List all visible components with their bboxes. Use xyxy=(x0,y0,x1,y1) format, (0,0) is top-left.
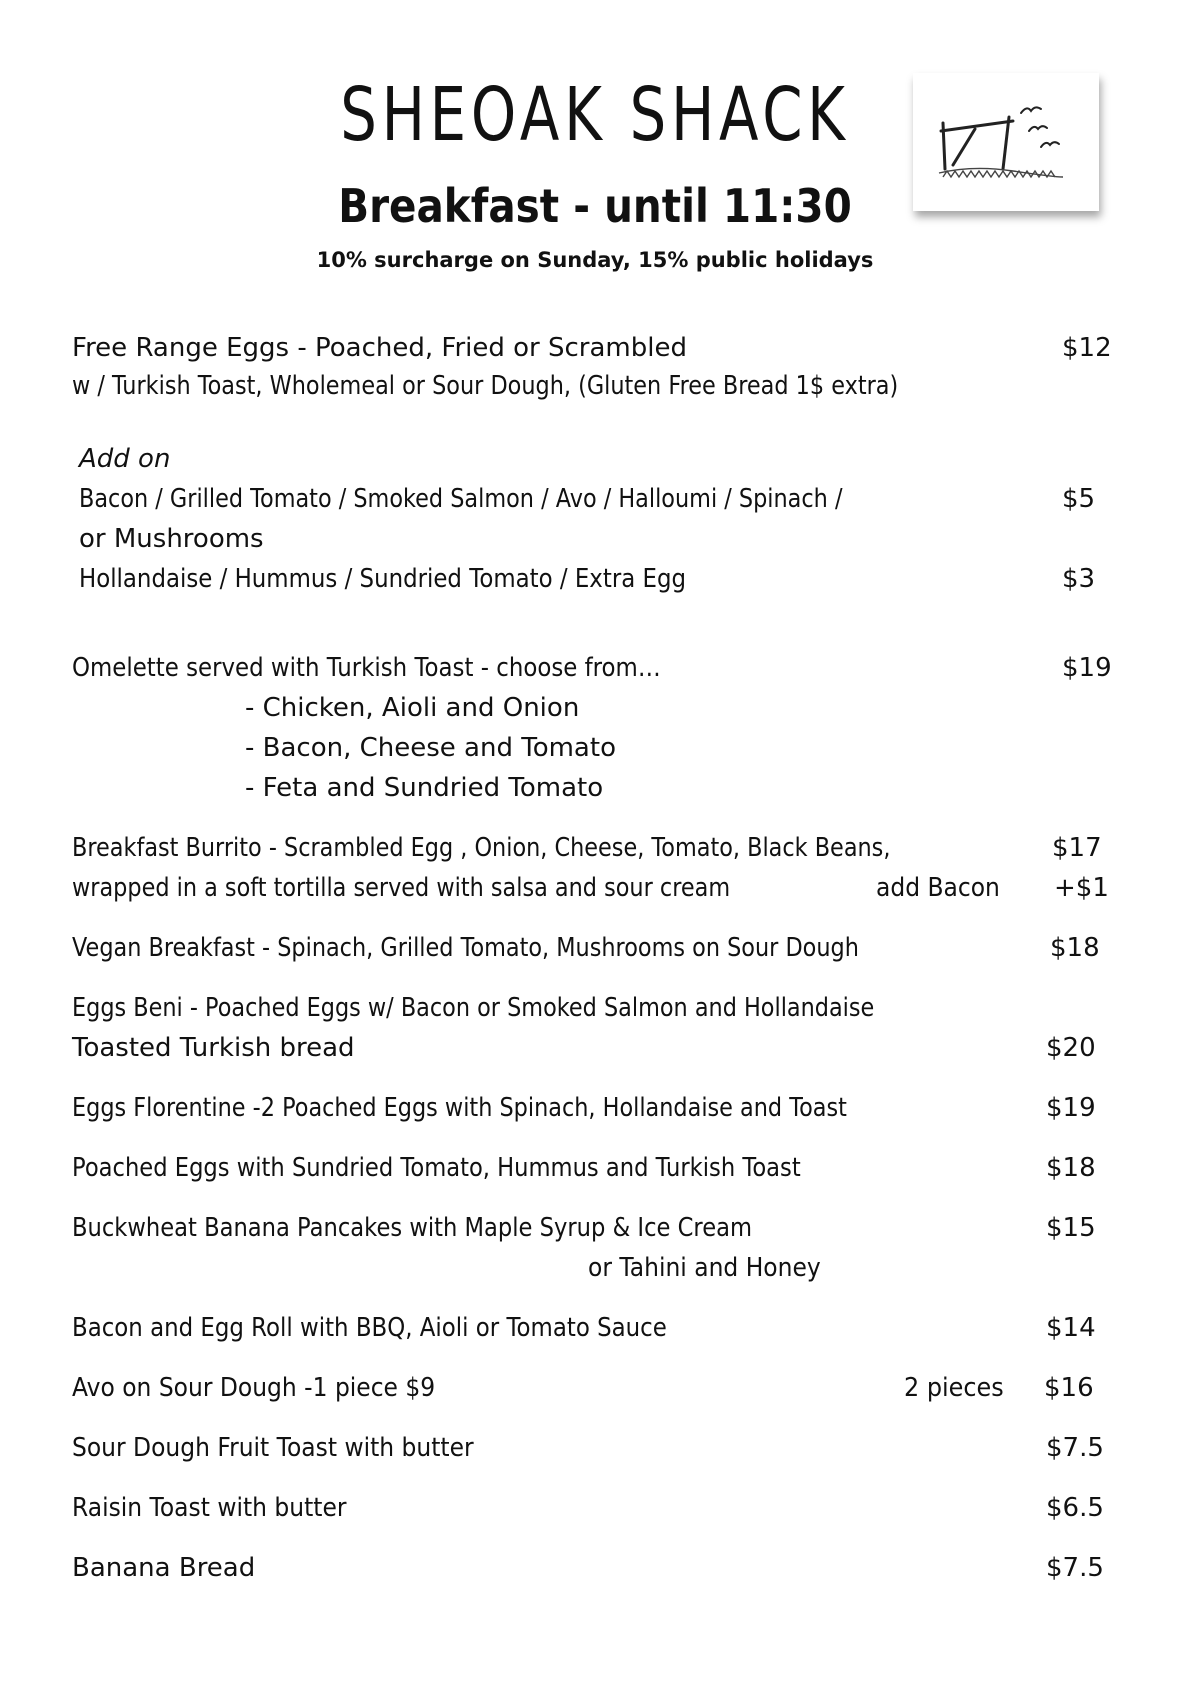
vegan-title: Vegan Breakfast - Spinach, Grilled Tomato, Mushrooms on Sour Dough xyxy=(72,933,859,963)
eggs-price: $12 xyxy=(1062,333,1112,363)
addon-group1-line1: Bacon / Grilled Tomato / Smoked Salmon / Avo / Halloumi / Spinach / xyxy=(79,484,843,514)
beni-title: Eggs Beni - Poached Eggs w/ Bacon or Smoked Salmon and Hollandaise xyxy=(72,993,875,1023)
avo-price: $16 xyxy=(1044,1373,1094,1403)
shack-sketch-icon xyxy=(913,73,1099,211)
omelette-option: - Chicken, Aioli and Onion xyxy=(245,693,580,723)
florentine-price: $19 xyxy=(1046,1093,1096,1123)
pancakes-alternative: or Tahini and Honey xyxy=(588,1253,821,1283)
beni-price: $20 xyxy=(1046,1033,1096,1063)
raisin-toast-price: $6.5 xyxy=(1046,1493,1104,1523)
fruit-toast-title: Sour Dough Fruit Toast with butter xyxy=(72,1433,474,1463)
florentine-title: Eggs Florentine -2 Poached Eggs with Spinach, Hollandaise and Toast xyxy=(72,1093,847,1123)
raisin-toast-title: Raisin Toast with butter xyxy=(72,1493,347,1523)
burrito-price: $17 xyxy=(1052,833,1102,863)
pancakes-title: Buckwheat Banana Pancakes with Maple Syrup & Ice Cream xyxy=(72,1213,753,1243)
roll-title: Bacon and Egg Roll with BBQ, Aioli or Tomato Sauce xyxy=(72,1313,667,1343)
addon-group1-line2: or Mushrooms xyxy=(79,524,264,554)
omelette-title: Omelette served with Turkish Toast - choose from… xyxy=(72,653,661,683)
beni-description: Toasted Turkish bread xyxy=(72,1033,355,1063)
addon-group1-price: $5 xyxy=(1062,484,1096,514)
poached-title: Poached Eggs with Sundried Tomato, Hummus and Turkish Toast xyxy=(72,1153,801,1183)
menu-subtitle: Breakfast - until 11:30 xyxy=(338,179,852,233)
avo-title: Avo on Sour Dough -1 piece $9 xyxy=(72,1373,436,1403)
burrito-title: Breakfast Burrito - Scrambled Egg , Onion, Cheese, Tomato, Black Beans, xyxy=(72,833,891,863)
burrito-addon-label: add Bacon xyxy=(876,873,1000,903)
surcharge-note: 10% surcharge on Sunday, 15% public holidays xyxy=(316,248,874,272)
vegan-price: $18 xyxy=(1050,933,1100,963)
logo xyxy=(913,73,1099,211)
burrito-addon-price: +$1 xyxy=(1054,873,1109,903)
fruit-toast-price: $7.5 xyxy=(1046,1433,1104,1463)
poached-price: $18 xyxy=(1046,1153,1096,1183)
avo-option-label: 2 pieces xyxy=(904,1373,1004,1403)
burrito-description: wrapped in a soft tortilla served with salsa and sour cream xyxy=(72,873,731,903)
addon-heading: Add on xyxy=(79,444,171,474)
pancakes-price: $15 xyxy=(1046,1213,1096,1243)
eggs-description: w / Turkish Toast, Wholemeal or Sour Dough, (Gluten Free Bread 1$ extra) xyxy=(72,371,899,401)
banana-bread-price: $7.5 xyxy=(1046,1553,1104,1583)
addon-group2-price: $3 xyxy=(1062,564,1096,594)
omelette-option: - Bacon, Cheese and Tomato xyxy=(245,733,616,763)
omelette-option: - Feta and Sundried Tomato xyxy=(245,773,604,803)
restaurant-name: SHEOAK SHACK xyxy=(340,72,850,158)
banana-bread-title: Banana Bread xyxy=(72,1553,256,1583)
addon-group2-line1: Hollandaise / Hummus / Sundried Tomato / Extra Egg xyxy=(79,564,687,594)
roll-price: $14 xyxy=(1046,1313,1096,1343)
omelette-price: $19 xyxy=(1062,653,1112,683)
eggs-title: Free Range Eggs - Poached, Fried or Scrambled xyxy=(72,333,687,363)
